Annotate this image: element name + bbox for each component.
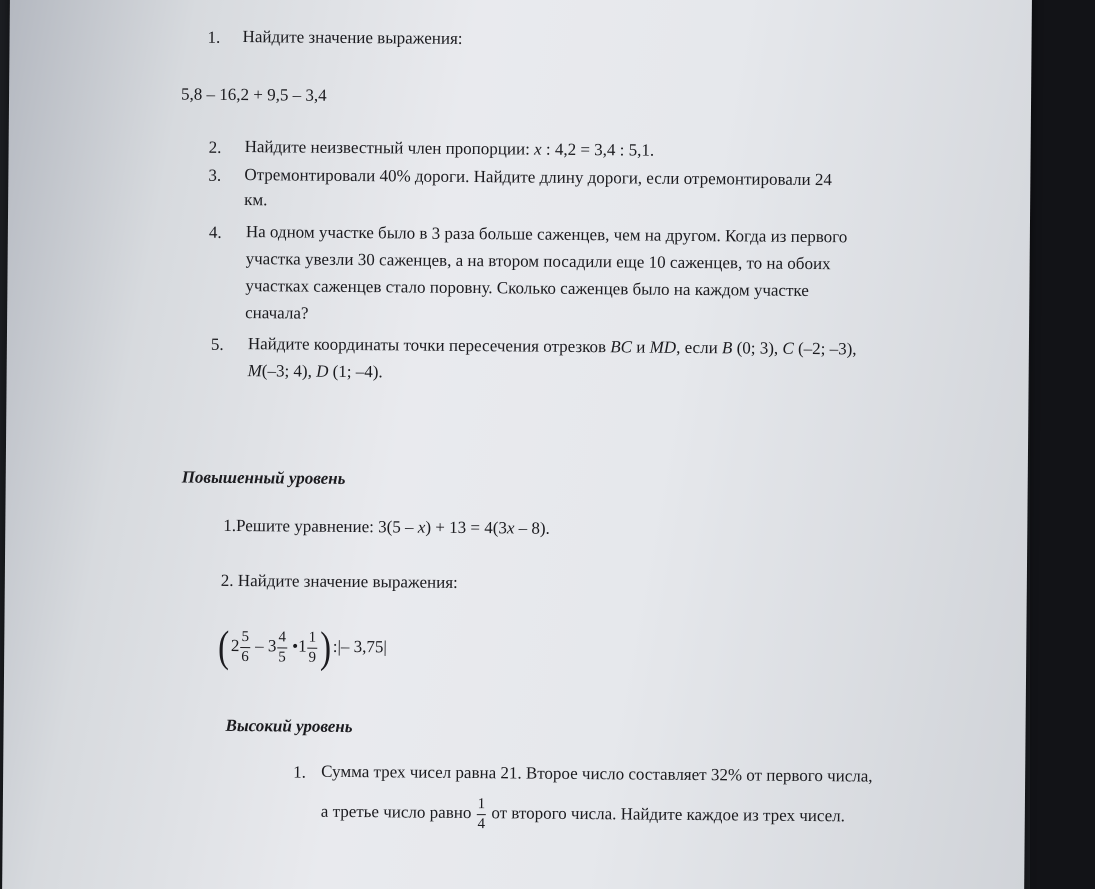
left-paren: ( — [217, 621, 230, 672]
task5-point-d: D — [316, 361, 329, 381]
fraction-5-6 — [240, 630, 250, 665]
task5-segment-md: MD — [649, 337, 677, 357]
advanced-task1 — [223, 515, 550, 540]
task3-line1: Отремонтировали 40% дороги. Найдите длину дороги, если отремонтировали 24 — [244, 165, 832, 190]
fraction-1-4 — [476, 797, 486, 832]
advanced-task1-x2: x — [506, 518, 515, 538]
divide-abs: :|– 3,75| — [332, 636, 387, 657]
task4-line3: участках саженцев стало поровну. Сколько саженцев было на каждом участке — [245, 276, 809, 300]
whole-2: 2 — [230, 635, 240, 656]
task5-and: и — [631, 337, 650, 357]
fraction-denominator: 5 — [278, 648, 286, 666]
task5-line2 — [248, 360, 383, 383]
task1-expression: 5,8 – 16,2 + 9,5 – 3,4 — [180, 84, 327, 105]
high-task1-line1: Сумма трех чисел равна 21. Второе число составляет 32% от первого числа, — [321, 761, 873, 786]
advanced-level-heading: Повышенный уровень — [181, 467, 346, 488]
task3-number: 3. — [208, 165, 222, 185]
task4-line1: На одном участке было в 3 раза больше саженцев, чем на другом. Когда из первого — [245, 222, 848, 247]
fraction-numerator: 1 — [477, 797, 487, 815]
task3-line2: км. — [244, 190, 268, 210]
high-task1-number: 1. — [293, 762, 307, 782]
advanced-task1-eq-a: 3(5 – — [378, 517, 418, 537]
task4-line4: сначала? — [245, 303, 309, 323]
fraction-numerator: 5 — [240, 630, 250, 648]
task5-segment-bc: BC — [610, 337, 633, 357]
high-level-heading: Высокий уровень — [225, 715, 353, 737]
fraction-numerator: 1 — [308, 630, 318, 648]
task2-variable: x — [534, 139, 542, 159]
task5-point-m: M — [247, 361, 262, 381]
task5-point-b: B — [721, 338, 733, 358]
right-paren: ) — [319, 622, 332, 672]
task2-text: Найдите неизвестный член пропорции: — [244, 137, 530, 159]
task5-text-a: Найдите координаты точки пересечения отрезков — [247, 334, 607, 357]
task5-coord-c: (–2; –3), — [793, 338, 857, 359]
task5-coord-b: (0; 3), — [732, 338, 783, 358]
worksheet-paper — [2, 0, 1032, 889]
high-task1-line2 — [321, 789, 846, 840]
task5-coord-d: (1; –4). — [328, 361, 383, 382]
high-task1-line2-a: а третье число равно — [320, 801, 472, 823]
task4-number: 4. — [208, 222, 222, 242]
task5-line1 — [248, 333, 857, 360]
fraction-denominator: 4 — [477, 815, 486, 832]
task1-text: Найдите значение выражения: — [242, 27, 463, 48]
task5-coord-m: (–3; 4), — [261, 361, 317, 381]
task1-number: 1. — [207, 27, 221, 47]
task2-proportion: : 4,2 = 3,4 : 5,1. — [541, 139, 655, 160]
fraction-denominator: 9 — [308, 649, 317, 666]
task5-point-c: C — [782, 338, 794, 358]
multiply-1: •1 — [292, 636, 307, 656]
fraction-1-9 — [307, 630, 317, 665]
fraction-4-5 — [277, 630, 287, 665]
advanced-task2-label: 2. Найдите значение выражения: — [220, 570, 458, 592]
minus-3: – 3 — [255, 636, 277, 656]
advanced-task1-eq-c: – 8). — [514, 518, 550, 538]
advanced-task2-expression — [216, 618, 387, 675]
task2-number: 2. — [208, 137, 222, 157]
fraction-denominator: 6 — [241, 648, 249, 665]
fraction-numerator: 4 — [277, 630, 287, 648]
advanced-task1-x1: x — [417, 517, 426, 537]
advanced-task1-eq-b: ) + 13 = 4(3 — [425, 517, 507, 538]
advanced-task1-label: 1.Решите уравнение: — [223, 515, 375, 537]
dark-background — [1030, 0, 1095, 889]
task5-number: 5. — [210, 334, 224, 354]
task4-line2: участка увезли 30 саженцев, а на втором посадили еще 10 саженцев, то на обоих — [245, 249, 831, 274]
high-task1-line2-b: от второго числа. Найдите каждое из трех чисел. — [491, 803, 846, 826]
task5-text-b: , если — [676, 337, 718, 358]
task2-line — [245, 136, 655, 162]
